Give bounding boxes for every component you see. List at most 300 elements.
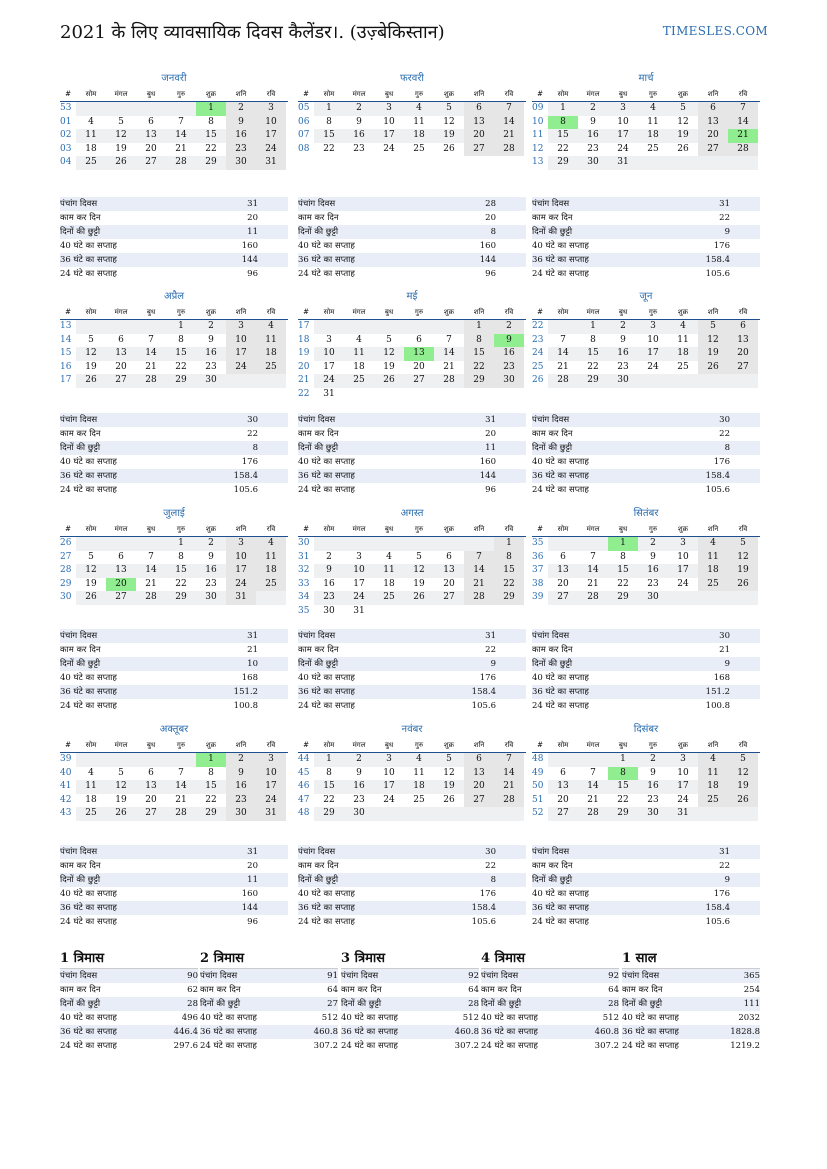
- day-cell[interactable]: 9: [226, 767, 256, 781]
- day-cell[interactable]: 6: [698, 102, 728, 116]
- day-cell[interactable]: 1: [578, 320, 608, 334]
- day-cell[interactable]: 30: [196, 591, 226, 605]
- day-cell[interactable]: 23: [205, 361, 217, 372]
- day-cell[interactable]: 4: [88, 767, 94, 778]
- day-cell[interactable]: 29: [578, 374, 608, 388]
- day-cell[interactable]: 7: [178, 767, 184, 778]
- day-cell[interactable]: 15: [494, 564, 524, 578]
- day-cell[interactable]: 12: [698, 334, 728, 348]
- day-cell[interactable]: 12: [728, 767, 758, 781]
- day-cell[interactable]: 24: [647, 361, 659, 372]
- day-cell[interactable]: 2: [196, 320, 226, 334]
- day-cell[interactable]: 7: [148, 551, 154, 562]
- day-cell[interactable]: 20: [464, 780, 494, 794]
- day-cell[interactable]: 25: [413, 794, 425, 805]
- day-cell[interactable]: 15: [608, 564, 638, 578]
- day-cell[interactable]: 19: [434, 780, 464, 794]
- day-cell[interactable]: 28: [578, 591, 608, 605]
- day-cell[interactable]: 2: [638, 537, 668, 551]
- day-cell[interactable]: 18: [353, 361, 365, 372]
- day-cell[interactable]: 7: [590, 767, 596, 778]
- day-cell[interactable]: 31: [608, 156, 638, 170]
- day-cell[interactable]: 26: [404, 591, 434, 605]
- day-cell[interactable]: 4: [356, 334, 362, 345]
- day-cell[interactable]: 23: [226, 794, 256, 808]
- day-cell[interactable]: 5: [668, 102, 698, 116]
- day-cell[interactable]: 20: [145, 794, 157, 805]
- day-cell[interactable]: 7: [728, 102, 758, 116]
- day-cell[interactable]: 25: [698, 794, 728, 808]
- day-cell[interactable]: 5: [88, 551, 94, 562]
- day-cell[interactable]: 20: [145, 143, 157, 154]
- day-cell[interactable]: 17: [226, 564, 256, 578]
- day-cell[interactable]: 8: [548, 116, 578, 130]
- day-cell[interactable]: 17: [374, 129, 404, 143]
- day-cell[interactable]: 24: [677, 794, 689, 805]
- day-cell[interactable]: 30: [494, 374, 524, 388]
- day-cell[interactable]: 21: [587, 578, 599, 589]
- day-cell[interactable]: 25: [647, 143, 659, 154]
- day-cell[interactable]: 22: [557, 143, 569, 154]
- day-cell[interactable]: 16: [344, 780, 374, 794]
- day-cell[interactable]: 3: [608, 102, 638, 116]
- day-cell[interactable]: 19: [85, 361, 97, 372]
- day-cell[interactable]: 9: [620, 334, 626, 345]
- day-cell[interactable]: 29: [196, 156, 226, 170]
- day-cell[interactable]: 22: [494, 578, 524, 592]
- day-cell[interactable]: 12: [76, 564, 106, 578]
- day-cell[interactable]: 8: [464, 334, 494, 348]
- day-cell[interactable]: 18: [404, 129, 434, 143]
- day-cell[interactable]: 3: [374, 102, 404, 116]
- day-cell[interactable]: 26: [374, 374, 404, 388]
- day-cell[interactable]: 28: [494, 794, 524, 808]
- day-cell[interactable]: 27: [106, 374, 136, 388]
- day-cell[interactable]: 24: [256, 794, 286, 808]
- day-cell[interactable]: 22: [323, 794, 335, 805]
- day-cell[interactable]: 20: [698, 129, 728, 143]
- day-cell[interactable]: 17: [323, 361, 335, 372]
- day-cell[interactable]: 9: [650, 551, 656, 562]
- day-cell[interactable]: 12: [374, 347, 404, 361]
- day-cell[interactable]: 15: [608, 780, 638, 794]
- day-cell[interactable]: 30: [226, 807, 256, 821]
- day-cell[interactable]: 4: [404, 753, 434, 767]
- day-cell[interactable]: 9: [208, 551, 214, 562]
- day-cell[interactable]: 8: [620, 551, 626, 562]
- day-cell[interactable]: 12: [677, 116, 689, 127]
- day-cell[interactable]: 4: [88, 116, 94, 127]
- day-cell[interactable]: 6: [148, 767, 154, 778]
- day-cell[interactable]: 31: [256, 807, 286, 821]
- day-cell[interactable]: 13: [464, 767, 494, 781]
- day-cell[interactable]: 16: [608, 347, 638, 361]
- day-cell[interactable]: 11: [647, 116, 659, 127]
- day-cell[interactable]: 18: [256, 347, 286, 361]
- day-cell[interactable]: 28: [464, 591, 494, 605]
- day-cell[interactable]: 24: [677, 578, 689, 589]
- day-cell[interactable]: 16: [226, 129, 256, 143]
- day-cell[interactable]: 9: [208, 334, 214, 345]
- day-cell[interactable]: 10: [344, 564, 374, 578]
- day-cell[interactable]: 21: [175, 143, 187, 154]
- day-cell[interactable]: 1: [494, 537, 524, 551]
- day-cell[interactable]: 31: [226, 591, 256, 605]
- day-cell[interactable]: 2: [638, 753, 668, 767]
- day-cell[interactable]: 10: [647, 334, 659, 345]
- day-cell[interactable]: 29: [494, 591, 524, 605]
- day-cell[interactable]: 4: [386, 551, 392, 562]
- day-cell[interactable]: 27: [404, 374, 434, 388]
- day-cell[interactable]: 27: [434, 591, 464, 605]
- day-cell[interactable]: 11: [76, 129, 106, 143]
- day-cell[interactable]: 13: [106, 347, 136, 361]
- day-cell[interactable]: 15: [166, 564, 196, 578]
- day-cell[interactable]: 14: [434, 347, 464, 361]
- day-cell[interactable]: 29: [166, 374, 196, 388]
- day-cell[interactable]: 1: [196, 753, 226, 767]
- day-cell[interactable]: 16: [578, 129, 608, 143]
- day-cell[interactable]: 6: [416, 334, 422, 345]
- day-cell[interactable]: 18: [85, 143, 97, 154]
- day-cell[interactable]: 20: [106, 578, 136, 592]
- day-cell[interactable]: 16: [638, 780, 668, 794]
- day-cell[interactable]: 10: [226, 551, 256, 565]
- day-cell[interactable]: 11: [344, 347, 374, 361]
- day-cell[interactable]: 27: [464, 794, 494, 808]
- day-cell[interactable]: 2: [226, 102, 256, 116]
- day-cell[interactable]: 26: [106, 156, 136, 170]
- day-cell[interactable]: 21: [145, 361, 157, 372]
- day-cell[interactable]: 25: [374, 591, 404, 605]
- day-cell[interactable]: 17: [374, 780, 404, 794]
- day-cell[interactable]: 23: [494, 361, 524, 375]
- day-cell[interactable]: 19: [115, 794, 127, 805]
- day-cell[interactable]: 21: [557, 361, 569, 372]
- day-cell[interactable]: 25: [413, 143, 425, 154]
- day-cell[interactable]: 6: [560, 551, 566, 562]
- day-cell[interactable]: 7: [494, 753, 524, 767]
- day-cell[interactable]: 30: [196, 374, 226, 388]
- day-cell[interactable]: 28: [166, 807, 196, 821]
- day-cell[interactable]: 25: [256, 361, 286, 375]
- day-cell[interactable]: 15: [578, 347, 608, 361]
- day-cell[interactable]: 24: [383, 143, 395, 154]
- day-cell[interactable]: 8: [178, 551, 184, 562]
- day-cell[interactable]: 13: [404, 347, 434, 361]
- day-cell[interactable]: 8: [608, 767, 638, 781]
- day-cell[interactable]: 13: [464, 116, 494, 130]
- day-cell[interactable]: 26: [106, 807, 136, 821]
- day-cell[interactable]: 29: [196, 807, 226, 821]
- day-cell[interactable]: 10: [256, 767, 286, 781]
- day-cell[interactable]: 15: [548, 129, 578, 143]
- day-cell[interactable]: 29: [608, 591, 638, 605]
- day-cell[interactable]: 6: [118, 334, 124, 345]
- day-cell[interactable]: 6: [728, 320, 758, 334]
- day-cell[interactable]: 26: [677, 143, 689, 154]
- day-cell[interactable]: 12: [404, 564, 434, 578]
- day-cell[interactable]: 5: [88, 334, 94, 345]
- day-cell[interactable]: 21: [145, 578, 157, 589]
- day-cell[interactable]: 21: [464, 578, 494, 592]
- day-cell[interactable]: 4: [638, 102, 668, 116]
- day-cell[interactable]: 3: [226, 537, 256, 551]
- day-cell[interactable]: 13: [434, 564, 464, 578]
- day-cell[interactable]: 2: [608, 320, 638, 334]
- day-cell[interactable]: 31: [256, 156, 286, 170]
- day-cell[interactable]: 25: [76, 156, 106, 170]
- day-cell[interactable]: 25: [344, 374, 374, 388]
- day-cell[interactable]: 22: [464, 361, 494, 375]
- day-cell[interactable]: 3: [638, 320, 668, 334]
- day-cell[interactable]: 9: [356, 116, 362, 127]
- day-cell[interactable]: 6: [464, 102, 494, 116]
- day-cell[interactable]: 18: [638, 129, 668, 143]
- day-cell[interactable]: 16: [323, 578, 335, 589]
- day-cell[interactable]: 12: [728, 551, 758, 565]
- day-cell[interactable]: 8: [590, 334, 596, 345]
- day-cell[interactable]: 26: [443, 143, 455, 154]
- day-cell[interactable]: 4: [668, 320, 698, 334]
- day-cell[interactable]: 27: [698, 143, 728, 157]
- day-cell[interactable]: 10: [677, 551, 689, 562]
- day-cell[interactable]: 9: [494, 334, 524, 348]
- day-cell[interactable]: 7: [560, 334, 566, 345]
- day-cell[interactable]: 21: [728, 129, 758, 143]
- day-cell[interactable]: 18: [668, 347, 698, 361]
- day-cell[interactable]: 3: [356, 551, 362, 562]
- day-cell[interactable]: 24: [226, 361, 256, 375]
- day-cell[interactable]: 11: [698, 551, 728, 565]
- day-cell[interactable]: 5: [434, 102, 464, 116]
- day-cell[interactable]: 1: [464, 320, 494, 334]
- day-cell[interactable]: 28: [578, 807, 608, 821]
- day-cell[interactable]: 1: [166, 320, 196, 334]
- day-cell[interactable]: 19: [434, 129, 464, 143]
- day-cell[interactable]: 8: [326, 767, 332, 778]
- day-cell[interactable]: 7: [148, 334, 154, 345]
- day-cell[interactable]: 15: [196, 780, 226, 794]
- day-cell[interactable]: 11: [413, 116, 425, 127]
- day-cell[interactable]: 29: [608, 807, 638, 821]
- day-cell[interactable]: 30: [226, 156, 256, 170]
- day-cell[interactable]: 23: [205, 578, 217, 589]
- day-cell[interactable]: 26: [698, 361, 728, 375]
- day-cell[interactable]: 18: [383, 578, 395, 589]
- day-cell[interactable]: 27: [548, 591, 578, 605]
- day-cell[interactable]: 8: [178, 334, 184, 345]
- day-cell[interactable]: 14: [494, 116, 524, 130]
- day-cell[interactable]: 26: [728, 578, 758, 592]
- day-cell[interactable]: 1: [314, 102, 344, 116]
- day-cell[interactable]: 11: [374, 564, 404, 578]
- day-cell[interactable]: 7: [178, 116, 184, 127]
- day-cell[interactable]: 3: [256, 102, 286, 116]
- day-cell[interactable]: 16: [226, 780, 256, 794]
- day-cell[interactable]: 20: [413, 361, 425, 372]
- day-cell[interactable]: 30: [638, 807, 668, 821]
- day-cell[interactable]: 19: [115, 143, 127, 154]
- day-cell[interactable]: 28: [434, 374, 464, 388]
- day-cell[interactable]: 13: [136, 129, 166, 143]
- day-cell[interactable]: 21: [175, 794, 187, 805]
- day-cell[interactable]: 16: [638, 564, 668, 578]
- day-cell[interactable]: 18: [698, 564, 728, 578]
- day-cell[interactable]: 11: [677, 334, 689, 345]
- day-cell[interactable]: 28: [728, 143, 758, 157]
- day-cell[interactable]: 24: [617, 143, 629, 154]
- day-cell[interactable]: 2: [226, 753, 256, 767]
- day-cell[interactable]: 28: [494, 143, 524, 157]
- day-cell[interactable]: 30: [323, 605, 335, 616]
- day-cell[interactable]: 5: [698, 320, 728, 334]
- day-cell[interactable]: 24: [344, 591, 374, 605]
- day-cell[interactable]: 2: [578, 102, 608, 116]
- day-cell[interactable]: 19: [728, 780, 758, 794]
- day-cell[interactable]: 18: [698, 780, 728, 794]
- day-cell[interactable]: 22: [587, 361, 599, 372]
- day-cell[interactable]: 10: [617, 116, 629, 127]
- day-cell[interactable]: 26: [76, 591, 106, 605]
- day-cell[interactable]: 31: [353, 605, 365, 616]
- day-cell[interactable]: 1: [608, 537, 638, 551]
- day-cell[interactable]: 26: [728, 794, 758, 808]
- day-cell[interactable]: 22: [205, 794, 217, 805]
- day-cell[interactable]: 25: [76, 807, 106, 821]
- day-cell[interactable]: 3: [668, 753, 698, 767]
- day-cell[interactable]: 5: [434, 753, 464, 767]
- day-cell[interactable]: 12: [76, 347, 106, 361]
- day-cell[interactable]: 27: [136, 807, 166, 821]
- day-cell[interactable]: 9: [650, 767, 656, 778]
- day-cell[interactable]: 10: [314, 347, 344, 361]
- day-cell[interactable]: 24: [383, 794, 395, 805]
- day-cell[interactable]: 14: [494, 767, 524, 781]
- day-cell[interactable]: 28: [136, 374, 166, 388]
- day-cell[interactable]: 19: [668, 129, 698, 143]
- day-cell[interactable]: 9: [314, 564, 344, 578]
- day-cell[interactable]: 21: [494, 129, 524, 143]
- day-cell[interactable]: 19: [383, 361, 395, 372]
- day-cell[interactable]: 18: [404, 780, 434, 794]
- day-cell[interactable]: 17: [668, 564, 698, 578]
- day-cell[interactable]: 14: [464, 564, 494, 578]
- day-cell[interactable]: 30: [578, 156, 608, 170]
- day-cell[interactable]: 5: [118, 116, 124, 127]
- day-cell[interactable]: 17: [668, 780, 698, 794]
- day-cell[interactable]: 6: [560, 767, 566, 778]
- day-cell[interactable]: 23: [617, 361, 629, 372]
- day-cell[interactable]: 23: [353, 794, 365, 805]
- day-cell[interactable]: 30: [608, 374, 638, 388]
- day-cell[interactable]: 17: [608, 129, 638, 143]
- day-cell[interactable]: 13: [548, 780, 578, 794]
- day-cell[interactable]: 24: [314, 374, 344, 388]
- day-cell[interactable]: 15: [464, 347, 494, 361]
- day-cell[interactable]: 26: [76, 374, 106, 388]
- day-cell[interactable]: 31: [668, 807, 698, 821]
- day-cell[interactable]: 27: [464, 143, 494, 157]
- day-cell[interactable]: 5: [386, 334, 392, 345]
- day-cell[interactable]: 18: [256, 564, 286, 578]
- day-cell[interactable]: 14: [548, 347, 578, 361]
- day-cell[interactable]: 10: [226, 334, 256, 348]
- day-cell[interactable]: 10: [383, 767, 395, 778]
- day-cell[interactable]: 11: [698, 767, 728, 781]
- day-cell[interactable]: 22: [175, 361, 187, 372]
- day-cell[interactable]: 29: [166, 591, 196, 605]
- day-cell[interactable]: 12: [106, 780, 136, 794]
- day-cell[interactable]: 7: [464, 551, 494, 565]
- day-cell[interactable]: 28: [548, 374, 578, 388]
- day-cell[interactable]: 14: [728, 116, 758, 130]
- day-cell[interactable]: 25: [698, 578, 728, 592]
- day-cell[interactable]: 4: [698, 537, 728, 551]
- day-cell[interactable]: 25: [256, 578, 286, 592]
- day-cell[interactable]: 27: [728, 361, 758, 375]
- day-cell[interactable]: 20: [443, 578, 455, 589]
- day-cell[interactable]: 1: [608, 753, 638, 767]
- day-cell[interactable]: 8: [494, 551, 524, 565]
- day-cell[interactable]: 2: [196, 537, 226, 551]
- day-cell[interactable]: 27: [548, 807, 578, 821]
- day-cell[interactable]: 21: [587, 794, 599, 805]
- day-cell[interactable]: 17: [256, 780, 286, 794]
- day-cell[interactable]: 14: [578, 564, 608, 578]
- day-cell[interactable]: 10: [256, 116, 286, 130]
- day-cell[interactable]: 23: [647, 578, 659, 589]
- day-cell[interactable]: 7: [494, 102, 524, 116]
- day-cell[interactable]: 14: [136, 347, 166, 361]
- day-cell[interactable]: 6: [446, 551, 452, 562]
- day-cell[interactable]: 10: [383, 116, 395, 127]
- day-cell[interactable]: 14: [166, 780, 196, 794]
- day-cell[interactable]: 24: [256, 143, 286, 157]
- day-cell[interactable]: 20: [728, 347, 758, 361]
- day-cell[interactable]: 12: [106, 129, 136, 143]
- day-cell[interactable]: 11: [256, 551, 286, 565]
- day-cell[interactable]: 14: [578, 780, 608, 794]
- day-cell[interactable]: 30: [344, 807, 374, 821]
- day-cell[interactable]: 17: [638, 347, 668, 361]
- day-cell[interactable]: 12: [443, 767, 455, 778]
- day-cell[interactable]: 23: [314, 591, 344, 605]
- day-cell[interactable]: 6: [148, 116, 154, 127]
- day-cell[interactable]: 8: [208, 767, 214, 778]
- day-cell[interactable]: 20: [557, 794, 569, 805]
- day-cell[interactable]: 8: [326, 116, 332, 127]
- day-cell[interactable]: 23: [353, 143, 365, 154]
- day-cell[interactable]: 29: [314, 807, 344, 821]
- day-cell[interactable]: 14: [166, 129, 196, 143]
- day-cell[interactable]: 21: [494, 780, 524, 794]
- day-cell[interactable]: 6: [118, 551, 124, 562]
- day-cell[interactable]: 12: [443, 116, 455, 127]
- day-cell[interactable]: 16: [344, 129, 374, 143]
- day-cell[interactable]: 31: [323, 388, 335, 399]
- day-cell[interactable]: 15: [166, 347, 196, 361]
- day-cell[interactable]: 28: [166, 156, 196, 170]
- day-cell[interactable]: 7: [446, 334, 452, 345]
- day-cell[interactable]: 11: [76, 780, 106, 794]
- day-cell[interactable]: 30: [638, 591, 668, 605]
- day-cell[interactable]: 22: [323, 143, 335, 154]
- day-cell[interactable]: 22: [617, 794, 629, 805]
- day-cell[interactable]: 13: [728, 334, 758, 348]
- day-cell[interactable]: 17: [226, 347, 256, 361]
- day-cell[interactable]: 2: [326, 551, 332, 562]
